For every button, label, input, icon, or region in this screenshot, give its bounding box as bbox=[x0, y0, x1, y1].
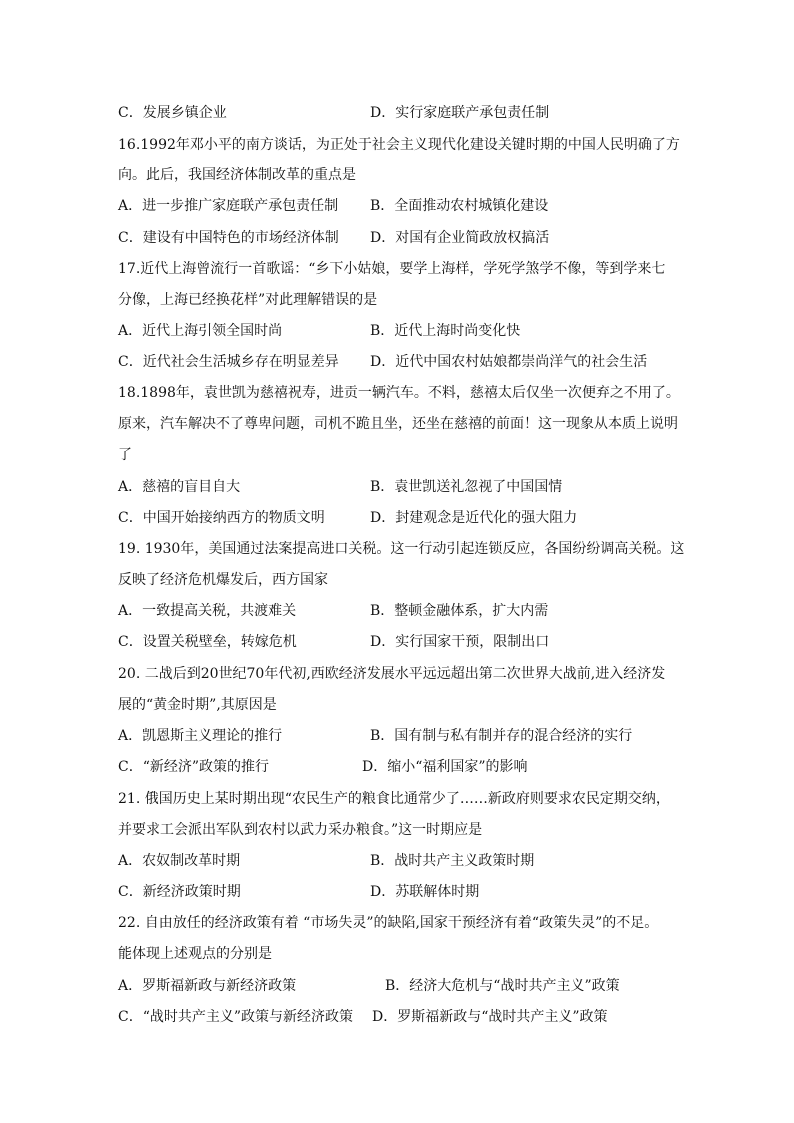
q22-option-c: C．“战时共产主义”政策与新经济政策 bbox=[118, 1009, 354, 1025]
q20-stem-line2: 展的“黄金时期”,其原因是 bbox=[118, 697, 277, 713]
q16-option-a: A．进一步推广家庭联产承包责任制 bbox=[118, 198, 339, 214]
q16-stem-line2: 向。此后，我国经济体制改革的重点是 bbox=[118, 167, 356, 183]
q20-option-a: A．凯恩斯主义理论的推行 bbox=[118, 728, 283, 744]
q18-stem-line3: 了 bbox=[118, 447, 132, 463]
q17-option-b: B．近代上海时尚变化快 bbox=[370, 323, 521, 339]
q20-stem-line1: 20. 二战后到20世纪70年代初,西欧经济发展水平远远超出第二次世界大战前,进入经济发 bbox=[118, 666, 666, 682]
q15-option-d: D．实行家庭联产承包责任制 bbox=[370, 105, 550, 121]
q16-option-d: D．对国有企业简政放权搞活 bbox=[370, 230, 550, 246]
q21-option-d: D．苏联解体时期 bbox=[370, 884, 480, 900]
q19-stem-line1: 19. 1930年，美国通过法案提高进口关税。这一行动引起连锁反应，各国纷纷调高关税。这 bbox=[118, 541, 685, 557]
q19-option-c: C．设置关税壁垒，转嫁危机 bbox=[118, 634, 297, 650]
q18-option-d: D．封建观念是近代化的强大阻力 bbox=[370, 510, 578, 526]
q22-option-d: D．罗斯福新政与“战时共产主义”政策 bbox=[372, 1009, 608, 1025]
q17-option-c: C．近代社会生活城乡存在明显差异 bbox=[118, 354, 339, 370]
q20-option-c: C．“新经济”政策的推行 bbox=[118, 759, 270, 775]
q17-stem-line2: 分像，上海已经换花样”对此理解错误的是 bbox=[118, 292, 378, 308]
q16-option-c: C．建设有中国特色的市场经济体制 bbox=[118, 230, 339, 246]
q16-option-b: B．全面推动农村城镇化建设 bbox=[370, 198, 549, 214]
q20-option-b: B．国有制与私有制并存的混合经济的实行 bbox=[370, 728, 633, 744]
q16-stem-line1: 16.1992年邓小平的南方谈话，为正处于社会主义现代化建设关键时期的中国人民明确了方 bbox=[118, 137, 680, 153]
q21-option-c: C．新经济政策时期 bbox=[118, 884, 241, 900]
q19-option-b: B．整顿金融体系，扩大内需 bbox=[370, 603, 549, 619]
q18-option-c: C．中国开始接纳西方的物质文明 bbox=[118, 510, 325, 526]
q19-option-a: A．一致提高关税，共渡难关 bbox=[118, 603, 297, 619]
q18-option-a: A．慈禧的盲目自大 bbox=[118, 479, 241, 495]
q22-option-b: B．经济大危机与“战时共产主义”政策 bbox=[385, 978, 620, 994]
q17-stem-line1: 17.近代上海曾流行一首歌谣：“乡下小姑娘，要学上海样，学死学煞学不像，等到学来七 bbox=[118, 261, 666, 277]
q18-stem-line1: 18.1898年，袁世凯为慈禧祝寿，进贡一辆汽车。不料，慈禧太后仅坐一次便弃之不用了。 bbox=[118, 385, 680, 401]
q21-stem-line1: 21. 俄国历史上某时期出现“农民生产的粮食比通常少了……新政府则要求农民定期交纳， bbox=[118, 791, 670, 807]
q20-option-d: D．缩小“福利国家”的影响 bbox=[362, 759, 528, 775]
q22-option-a: A．罗斯福新政与新经济政策 bbox=[118, 978, 297, 994]
q18-stem-line2: 原来，汽车解决不了尊卑问题，司机不跪且坐，还坐在慈禧的前面！这一现象从本质上说明 bbox=[118, 416, 678, 432]
q19-stem-line2: 反映了经济危机爆发后，西方国家 bbox=[118, 572, 328, 588]
q22-stem-line1: 22. 自由放任的经济政策有着 “市场失灵”的缺陷,国家干预经济有着“政策失灵”的不足。 bbox=[118, 915, 659, 931]
q21-option-b: B．战时共产主义政策时期 bbox=[370, 853, 535, 869]
q21-option-a: A．农奴制改革时期 bbox=[118, 853, 241, 869]
q17-option-d: D．近代中国农村姑娘都崇尚洋气的社会生活 bbox=[370, 354, 648, 370]
q15-option-c: C．发展乡镇企业 bbox=[118, 105, 227, 121]
q17-option-a: A．近代上海引领全国时尚 bbox=[118, 323, 283, 339]
q18-option-b: B．袁世凯送礼忽视了中国国情 bbox=[370, 479, 563, 495]
q22-stem-line2: 能体现上述观点的分别是 bbox=[118, 946, 272, 962]
q19-option-d: D．实行国家干预，限制出口 bbox=[370, 634, 550, 650]
q21-stem-line2: 并要求工会派出军队到农村以武力采办粮食。”这一时期应是 bbox=[118, 822, 483, 838]
